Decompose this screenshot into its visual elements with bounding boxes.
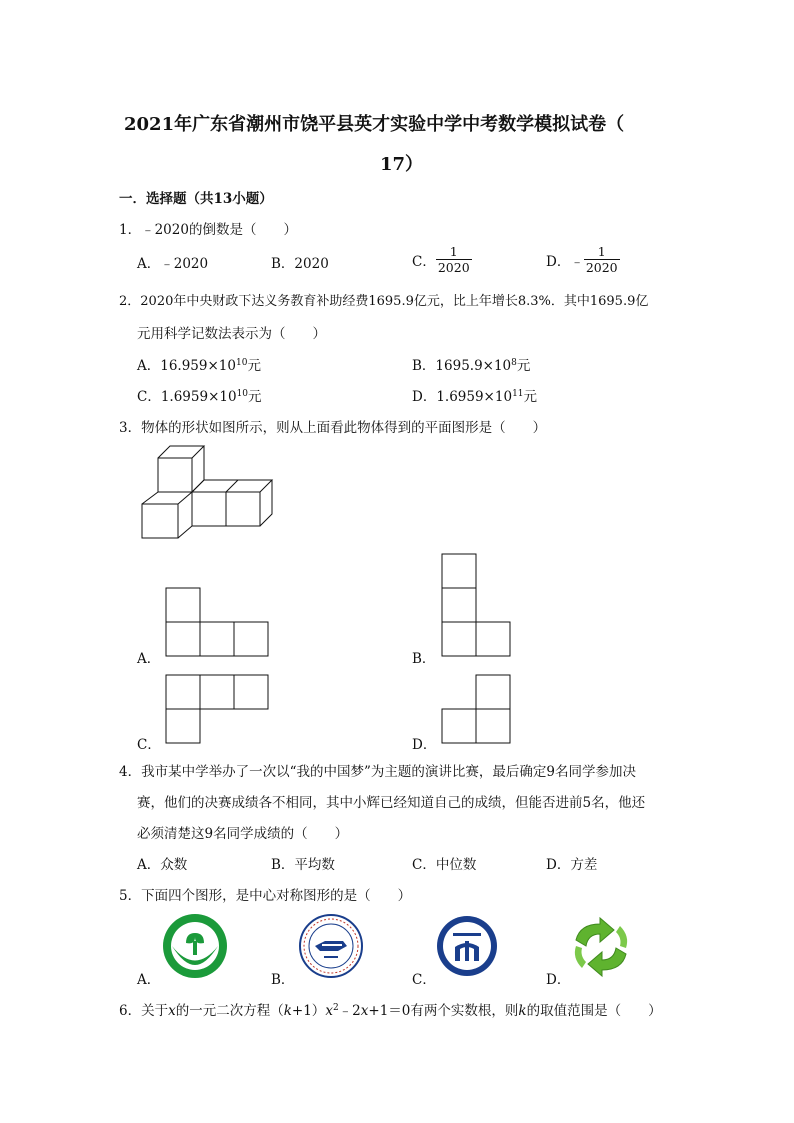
q6-part1: 6．关于: [119, 1003, 169, 1019]
q2-c-unit: 元: [248, 389, 262, 405]
q1-d-numerator: 1: [597, 244, 606, 259]
q6-part4: ﹣2: [338, 1003, 361, 1019]
q4-stem-line1: 4．我市某中学举办了一次以“我的中国梦”为主题的演讲比赛，最后确定9名同学参加决: [119, 764, 636, 780]
q5-option-c-label: C．: [412, 972, 436, 988]
q1-option-a: A．﹣2020: [137, 256, 209, 272]
q2-c-base: C．1.6959×10: [137, 389, 237, 405]
q2-option-c: [137, 385, 262, 405]
q3-option-b-figure: [441, 553, 511, 657]
q2-b-base: B．1695.9×10: [412, 358, 512, 374]
q3-option-a-label: A．: [137, 651, 161, 667]
section-heading: 一．选择题（共13小题）: [119, 191, 273, 207]
q1-option-c: [412, 244, 472, 275]
q2-a-exp: 10: [235, 358, 248, 368]
q1-d-denominator: 2020: [585, 260, 618, 275]
q5-option-b-label: B．: [271, 972, 295, 988]
q2-stem-line1: 2．2020年中央财政下达义务教育补助经费1695.9亿元，比上年增长8.3%．其中1695.9亿: [119, 294, 649, 309]
q3-option-b-label: B．: [412, 651, 436, 667]
q6-exponent: 2: [332, 1003, 339, 1013]
q6-var-k2: k: [518, 1003, 527, 1019]
q2-d-unit: 元: [523, 389, 538, 405]
q2-d-base: D．1.6959×10: [412, 389, 513, 405]
q2-a-base: A．16.959×10: [137, 358, 236, 374]
q3-option-c-figure: [165, 674, 269, 744]
q4-stem-line3: 必须清楚这9名同学成绩的（ ）: [137, 826, 349, 842]
q1-option-d-label: D．﹣: [546, 253, 584, 270]
q6-var-k1: k: [283, 1003, 292, 1019]
q3-3d-cubes-figure: [140, 440, 280, 540]
q6-part3: +1）: [291, 1003, 326, 1019]
q5-option-b-school-badge: [298, 913, 364, 979]
q3-option-d-label: D．: [412, 737, 437, 753]
q5-option-d-recycle-icon: [570, 918, 632, 976]
q3-option-d-figure: [441, 674, 511, 744]
q1-option-c-fraction: [436, 244, 472, 275]
q4-option-c: C．中位数: [412, 857, 477, 873]
q4-stem-line2: 赛，他们的决赛成绩各不相同，其中小辉已经知道自己的成绩，但能否进前5名，他还: [137, 795, 646, 811]
q2-b-unit: 元: [516, 358, 531, 374]
q2-a-unit: 元: [247, 358, 261, 374]
q3-option-c-label: C．: [137, 737, 161, 753]
page-title-line1: 2021年广东省潮州市饶平县英才实验中学中考数学模拟试卷（: [124, 114, 625, 135]
q2-stem-line2: 元用科学记数法表示为（ ）: [137, 326, 326, 342]
q5-option-a-label: A．: [137, 972, 161, 988]
q6-var-x1: x: [168, 1003, 176, 1019]
q5-stem: 5．下面四个图形，是中心对称图形的是（ ）: [119, 888, 412, 904]
q1-option-c-label: C．: [412, 253, 436, 270]
q2-b-exp: 8: [511, 358, 517, 368]
q4-option-b: B．平均数: [271, 857, 335, 873]
q3-option-a-figure: [165, 587, 269, 657]
q1-c-denominator: 2020: [437, 260, 470, 275]
q4-option-a: A．众数: [137, 857, 188, 873]
q1-stem: 1．﹣2020的倒数是（ ）: [119, 222, 297, 238]
q6-part6: 的取值范围是（ ）: [526, 1003, 662, 1019]
q6-part2: 的一元二次方程（: [175, 1003, 284, 1019]
q4-option-d: D．方差: [546, 857, 598, 873]
q1-c-numerator: 1: [449, 244, 458, 259]
q2-c-exp: 10: [236, 389, 249, 399]
q1-option-b: B．2020: [271, 256, 329, 272]
q1-option-d-fraction: [584, 244, 620, 275]
q5-option-d-label: D．: [546, 972, 571, 988]
q5-option-a-green-emblem: [162, 913, 228, 979]
q2-option-d: [412, 385, 537, 405]
q1-option-d: [546, 244, 620, 275]
q6-var-x2: x: [325, 1003, 333, 1019]
q2-option-a: [137, 354, 261, 374]
q6-stem: [119, 999, 662, 1019]
q2-d-exp: 11: [512, 389, 524, 399]
q6-var-x3: x: [360, 1003, 369, 1019]
q2-option-b: [412, 354, 530, 374]
q5-option-c-blue-emblem: [436, 915, 498, 977]
q3-stem: 3．物体的形状如图所示，则从上面看此物体得到的平面图形是（ ）: [119, 420, 547, 436]
page-title-line2: 17）: [380, 154, 424, 175]
q6-part5: +1＝0有两个实数根，则: [368, 1003, 519, 1019]
